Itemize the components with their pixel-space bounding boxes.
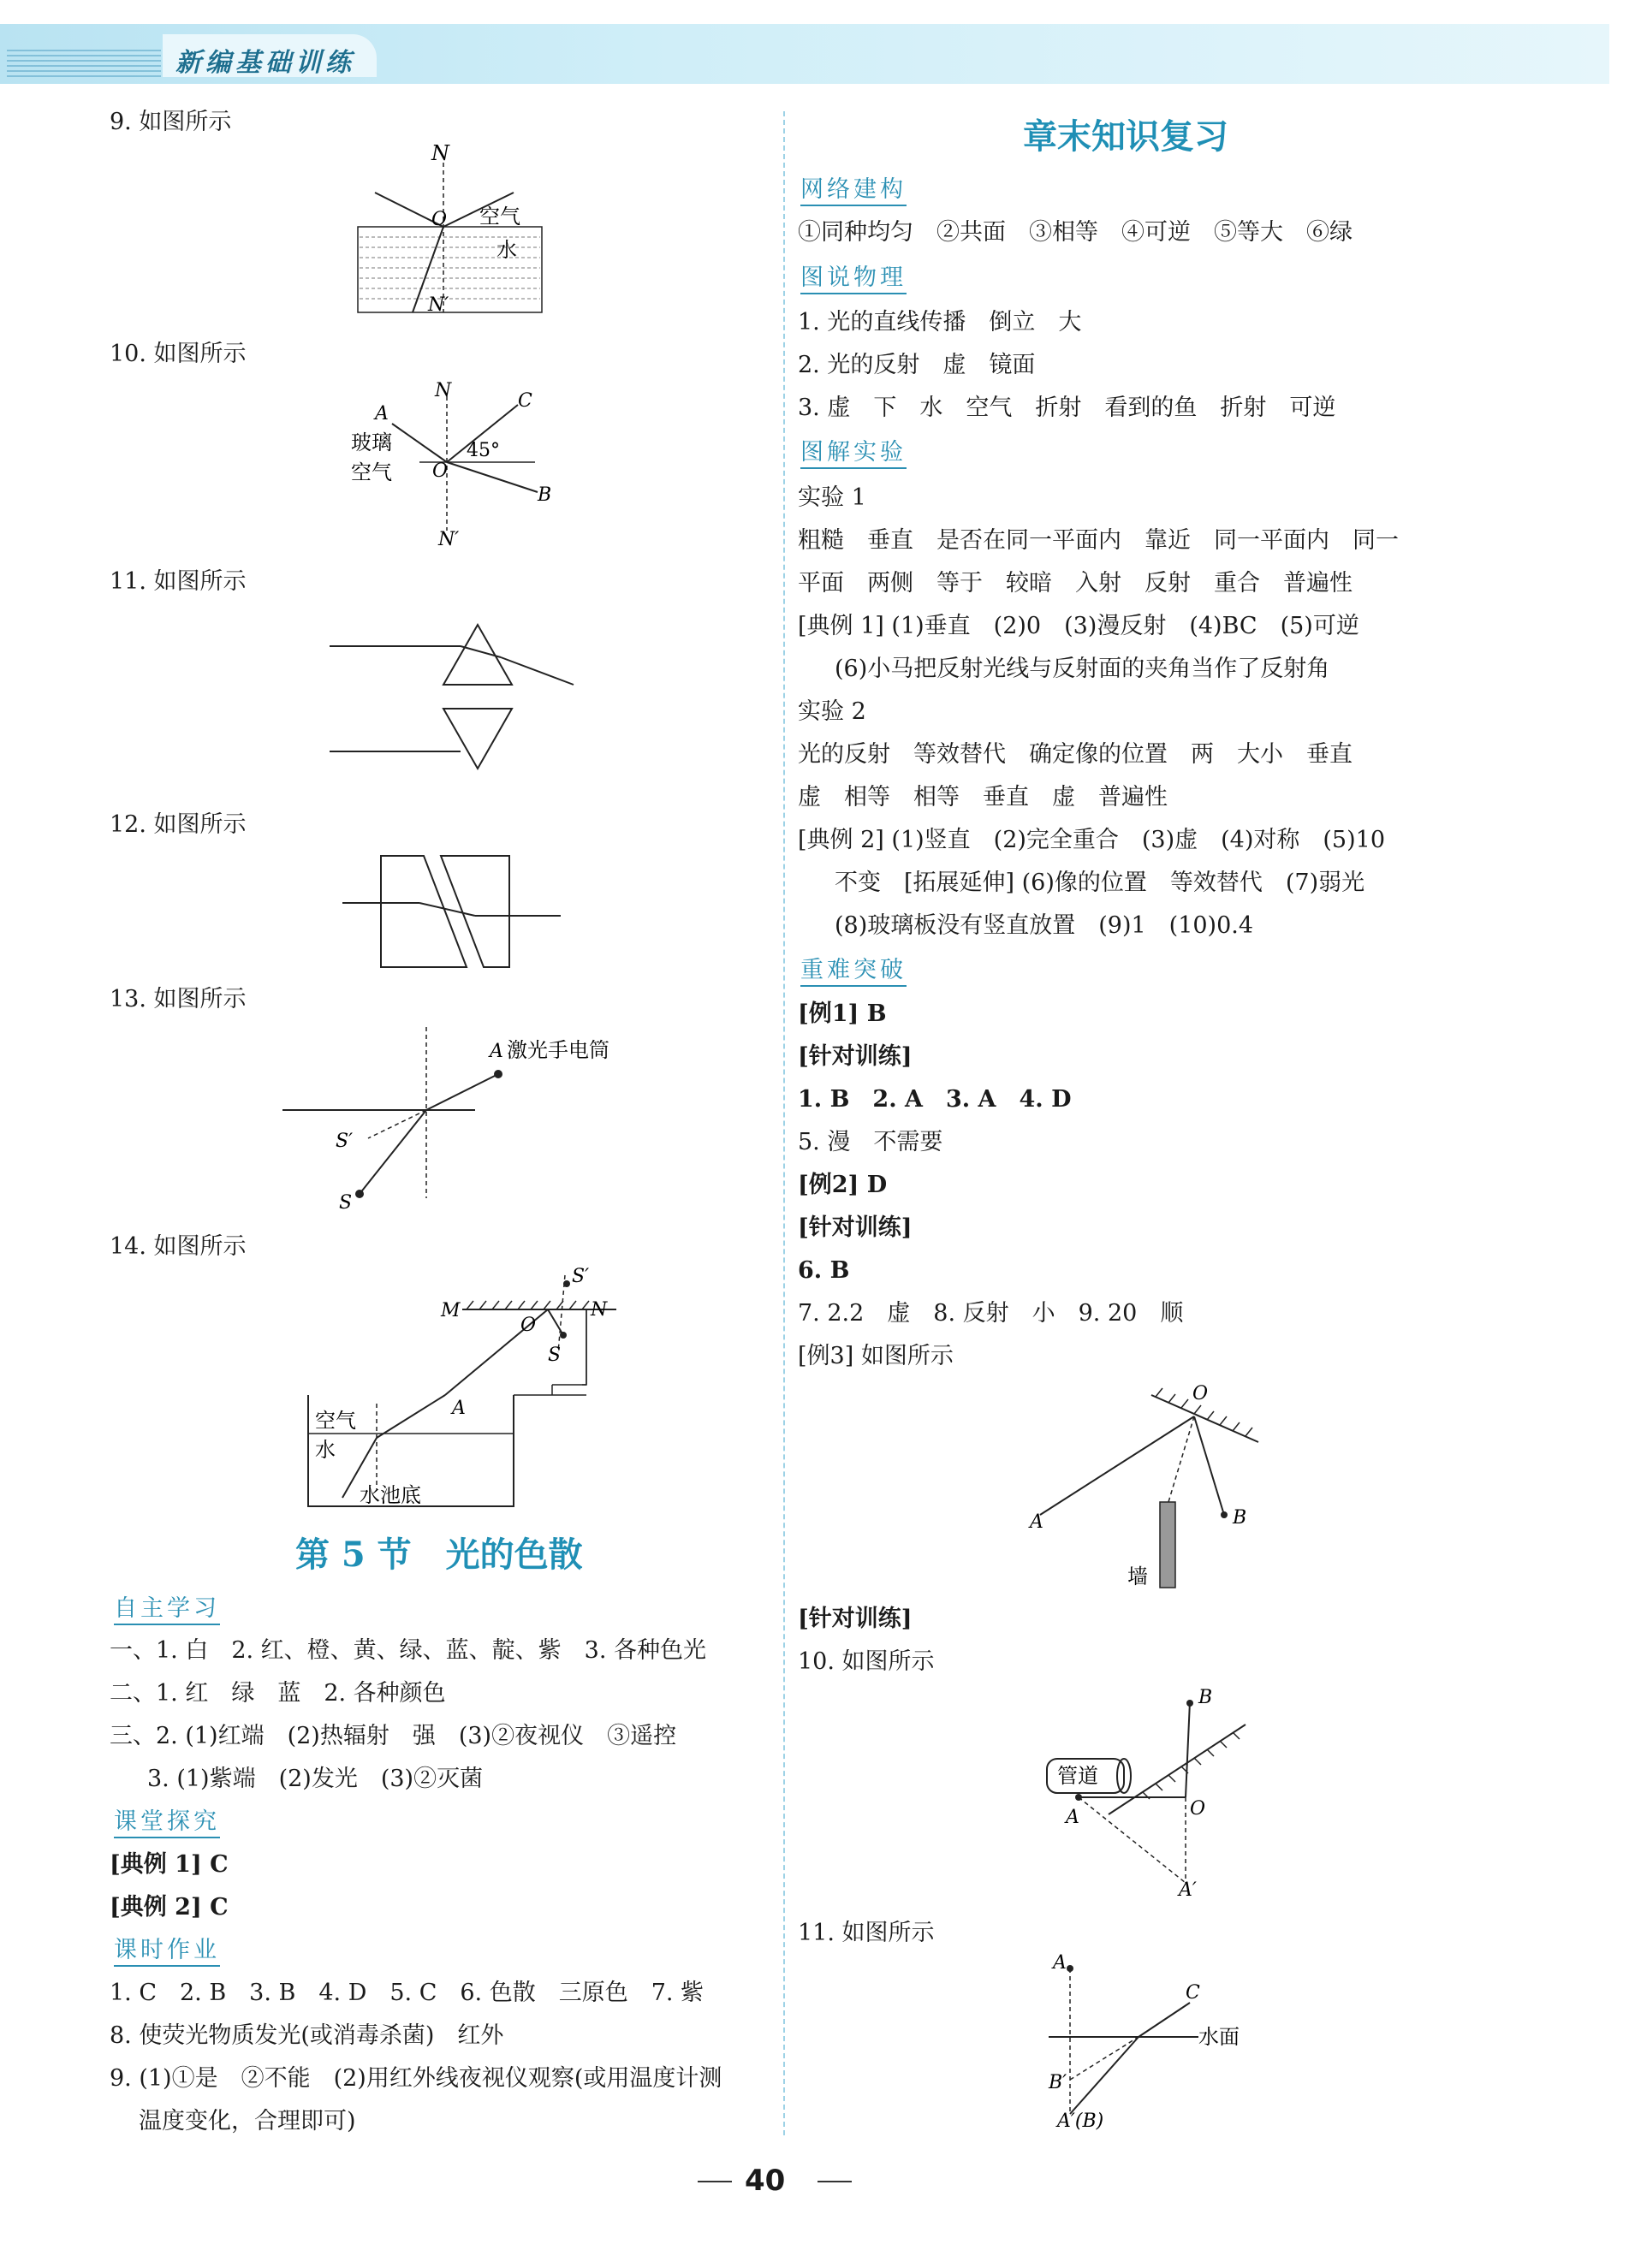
ketang-heading: 课堂探究: [114, 1808, 220, 1838]
answer-9-label: 9. 如图所示: [110, 109, 232, 135]
exp1-title: 实验 1: [798, 484, 866, 511]
q10-label: 10. 如图所示: [798, 1648, 935, 1675]
header-title: 新编基础训练: [175, 48, 355, 78]
label-a: A: [490, 1041, 503, 1062]
label-air: 空气: [351, 460, 392, 484]
zhongnan-line-1: [例1] B: [798, 1000, 887, 1027]
label-o: O: [431, 209, 448, 230]
label-n: N: [431, 141, 449, 165]
label-b-prime: B′: [1049, 2072, 1067, 2093]
tushuo-line-2: 2. 光的反射 虚 镜面: [798, 352, 1036, 378]
zhongnan-line-3: 1. B 2. A 3. A 4. D: [798, 1086, 1072, 1113]
label-o: O: [1190, 1798, 1206, 1820]
tujie-heading: 图解实验: [800, 438, 907, 469]
label-o: O: [1192, 1383, 1209, 1404]
diagram-9: [342, 141, 565, 338]
diagram-q11: [1044, 1951, 1267, 2135]
exp2-line-2: 虚 相等 相等 垂直 虚 普遍性: [798, 784, 1168, 810]
exp1-line-3: [典例 1] (1)垂直 (2)0 (3)漫反射 (4)BC (5)可逆: [798, 613, 1359, 639]
zhongnan-line-2: [针对训练]: [798, 1043, 913, 1070]
diagram-13: [282, 1027, 651, 1215]
exp1-line-1: 粗糙 垂直 是否在同一平面内 靠近 同一平面内 同一: [798, 527, 1399, 554]
header-stripes: [7, 50, 161, 79]
exp2-title: 实验 2: [798, 698, 866, 725]
label-wall: 墙: [1127, 1564, 1148, 1588]
exp2-line-1: 光的反射 等效替代 确定像的位置 两 大小 垂直: [798, 741, 1353, 768]
zhongnan-line-9: [例3] 如图所示: [798, 1343, 954, 1369]
label-s: S: [548, 1345, 562, 1366]
label-c: C: [1186, 1982, 1200, 2004]
zhongnan-heading: 重难突破: [800, 956, 907, 987]
page-number: 40: [745, 2164, 786, 2198]
q11-label: 11. 如图所示: [798, 1920, 935, 1946]
label-c: C: [518, 390, 532, 412]
label-a: A: [452, 1398, 466, 1419]
exp1-line-4: (6)小马把反射光线与反射面的夹角当作了反射角: [835, 656, 1330, 682]
label-water-surface: 水面: [1198, 2025, 1240, 2049]
label-b: B: [1198, 1687, 1213, 1708]
diagram-10: [342, 381, 565, 556]
answer-11-label: 11. 如图所示: [110, 568, 247, 595]
label-a: A: [375, 403, 389, 425]
label-water: 水: [315, 1438, 336, 1462]
label-angle: 45°: [467, 440, 500, 461]
answer-14-label: 14. 如图所示: [110, 1233, 247, 1260]
zhongnan-line-7: 6. B: [798, 1257, 850, 1284]
label-pipe: 管道: [1057, 1764, 1098, 1788]
page-dash-right: [818, 2181, 852, 2182]
keshi-line-4: 温度变化，合理即可): [139, 2108, 356, 2134]
label-n: N: [435, 381, 452, 401]
label-laser: 激光手电筒: [507, 1038, 609, 1062]
tushuo-heading: 图说物理: [800, 264, 907, 294]
section5-title: 第 5 节 光的色散: [295, 1535, 583, 1575]
tushuo-line-1: 1. 光的直线传播 倒立 大: [798, 309, 1082, 335]
label-m: M: [441, 1300, 461, 1321]
label-s: S: [339, 1192, 353, 1214]
column-divider: [783, 111, 785, 2135]
keshi-line-2: 8. 使荧光物质发光(或消毒杀菌) 红外: [110, 2022, 504, 2049]
zizhu-heading: 自主学习: [114, 1594, 220, 1625]
wangluo-heading: 网络建构: [800, 175, 907, 206]
answer-12-label: 12. 如图所示: [110, 811, 247, 838]
diagram-14: [291, 1267, 633, 1523]
label-a: A: [1066, 1807, 1079, 1828]
zizhu-line-2: 二、1. 红 绿 蓝 2. 各种颜色: [110, 1680, 446, 1707]
label-air: 空气: [479, 205, 520, 229]
chapter-title: 章末知识复习: [1023, 116, 1228, 157]
label-pool-bottom: 水池底: [360, 1483, 421, 1507]
zhongnan-line-4: 5. 漫 不需要: [798, 1129, 943, 1155]
exp1-line-2: 平面 两侧 等于 较暗 入射 反射 重合 普遍性: [798, 570, 1353, 597]
diagram-11: [325, 599, 582, 796]
label-s-prime: S′: [336, 1131, 354, 1152]
exp2-line-5: (8)玻璃板没有竖直放置 (9)1 (10)0.4: [835, 912, 1254, 939]
keshi-heading: 课时作业: [114, 1936, 220, 1967]
keshi-line-1: 1. C 2. B 3. B 4. D 5. C 6. 色散 三原色 7. 紫: [110, 1980, 705, 2006]
label-s-prime: S′: [572, 1267, 590, 1287]
zizhu-line-3: 三、2. (1)红端 (2)热辐射 强 (3)②夜视仪 ③遥控: [110, 1723, 677, 1749]
wangluo-line: ①同种均匀 ②共面 ③相等 ④可逆 ⑤等大 ⑥绿: [798, 219, 1353, 246]
label-air: 空气: [315, 1409, 356, 1433]
diagram-ex3: [1023, 1378, 1280, 1592]
zizhu-line-1: 一、1. 白 2. 红、橙、黄、绿、蓝、靛、紫 3. 各种色光: [110, 1637, 707, 1664]
label-a-prime-b: A′(B): [1057, 2111, 1104, 2132]
keshi-line-3: 9. (1)①是 ②不能 (2)用红外线夜视仪观察(或用温度计测: [110, 2065, 722, 2092]
zhongnan-line-6: [针对训练]: [798, 1214, 913, 1241]
page-dash-left: [698, 2181, 732, 2182]
ketang-line-1: [典例 1] C: [110, 1851, 229, 1878]
label-b: B: [538, 484, 552, 506]
label-glass: 玻璃: [351, 430, 392, 454]
zhongnan-line-5: [例2] D: [798, 1172, 888, 1198]
zizhu-line-4: 3. (1)紫端 (2)发光 (3)②灭菌: [147, 1766, 484, 1792]
label-n: N: [591, 1299, 608, 1321]
label-b: B: [1233, 1507, 1247, 1529]
answer-13-label: 13. 如图所示: [110, 986, 247, 1012]
diagram-12: [338, 847, 569, 976]
exp2-line-4: 不变 [拓展延伸] (6)像的位置 等效替代 (7)弱光: [835, 870, 1365, 896]
tushuo-line-3: 3. 虚 下 水 空气 折射 看到的鱼 折射 可逆: [798, 395, 1336, 421]
train-title: [针对训练]: [798, 1606, 913, 1632]
diagram-q10: [1040, 1686, 1263, 1900]
label-n-prime: N′: [438, 529, 460, 550]
label-o: O: [520, 1315, 537, 1336]
label-a: A: [1053, 1952, 1067, 1974]
label-a-prime: A′: [1179, 1879, 1197, 1900]
label-n-prime: N′: [428, 294, 449, 316]
label-a: A: [1030, 1511, 1043, 1533]
answer-10-label: 10. 如图所示: [110, 341, 247, 367]
label-o: O: [432, 460, 449, 482]
ketang-line-2: [典例 2] C: [110, 1894, 229, 1921]
exp2-line-3: [典例 2] (1)竖直 (2)完全重合 (3)虚 (4)对称 (5)10: [798, 827, 1385, 853]
label-water: 水: [496, 238, 517, 262]
zhongnan-line-8: 7. 2.2 虚 8. 反射 小 9. 20 顺: [798, 1300, 1184, 1327]
